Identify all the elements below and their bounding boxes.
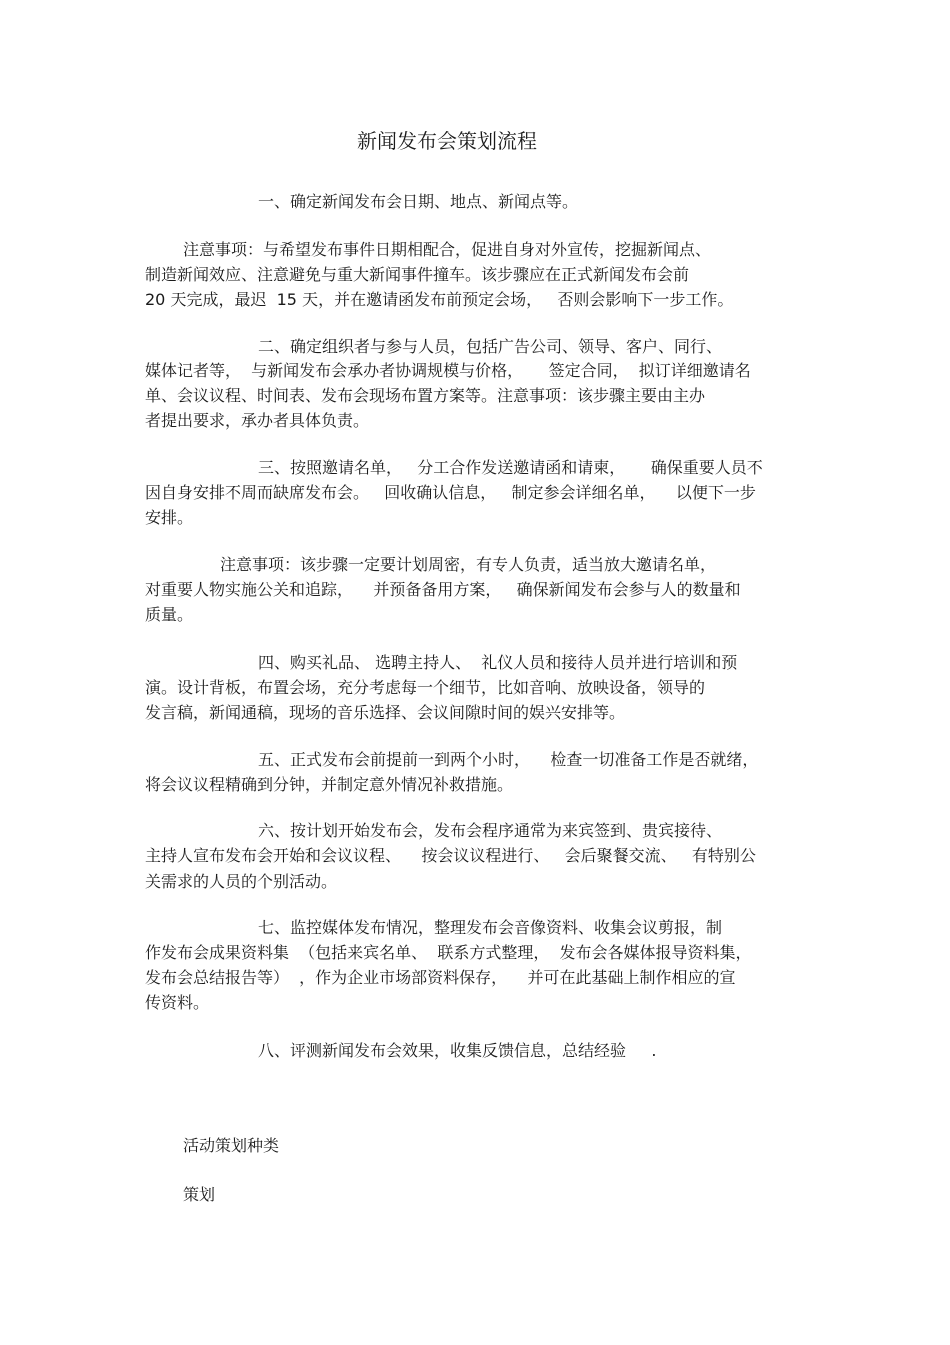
paragraph-line: 制造新闻效应、注意避免与重大新闻事件撞车。该步骤应在正式新闻发布会前 [145,265,690,284]
paragraph-line: 单、会议议程、时间表、发布会现场布置方案等。注意事项：该步骤主要由主办 [145,386,706,405]
section-3-heading: 三、按照邀请名单， 分工合作发送邀请函和请柬， 确保重要人员不 [258,458,763,477]
paragraph-line: 发布会总结报告等） ，作为企业市场部资料保存， 并可在此基础上制作相应的宣 [145,968,736,987]
paragraph-line: 20 天完成，最迟 15 天，并在邀请函发布前预定会场， 否则会影响下一步工作。 [145,290,734,309]
section-5-heading: 五、正式发布会前提前一到两个小时， 检查一切准备工作是否就绪， [258,750,759,769]
paragraph-line: 将会议议程精确到分钟，并制定意外情况补救措施。 [145,775,514,794]
section-7-heading: 七、监控媒体发布情况，整理发布会音像资料、收集会议剪报，制 [258,918,723,937]
section-6-heading: 六、按计划开始发布会，发布会程序通常为来宾签到、贵宾接待、 [258,821,723,840]
note-line: 注意事项：该步骤一定要计划周密，有专人负责，适当放大邀请名单， [220,555,717,574]
paragraph-line: 关需求的人员的个别活动。 [145,872,338,891]
paragraph-line: 主持人宣布发布会开始和会议议程、 按会议议程进行、 会后聚餐交流、 有特别公 [145,846,756,865]
paragraph-line: 安排。 [145,508,194,527]
paragraph-line: 发言稿，新闻通稿，现场的音乐选择、会议间隙时间的娱兴安排等。 [145,703,626,722]
paragraph-line: 质量。 [145,605,194,624]
paragraph-line: 对重要人物实施公关和追踪， 并预备备用方案， 确保新闻发布会参与人的数量和 [145,580,741,599]
section-1-heading: 一、确定新闻发布会日期、地点、新闻点等。 [258,192,579,211]
document-title: 新闻发布会策划流程 [357,129,537,153]
subheading-planning: 策划 [183,1185,216,1204]
paragraph-line: 传资料。 [145,993,210,1012]
paragraph-line: 因自身安排不周而缺席发布会。 回收确认信息， 制定参会详细名单， 以便下一步 [145,483,756,502]
subheading-activity-types: 活动策划种类 [183,1136,280,1155]
paragraph-line: 注意事项：与希望发布事件日期相配合，促进自身对外宣传，挖掘新闻点、 [183,240,712,259]
paragraph-line: 演。设计背板，布置会场，充分考虑每一个细节，比如音响、放映设备，领导的 [145,678,706,697]
paragraph-line: 作发布会成果资料集 （包括来宾名单、 联系方式整理， 发布会各媒体报导资料集， [145,943,752,962]
section-4-heading: 四、购买礼品、 选聘主持人、 礼仪人员和接待人员并进行培训和预 [258,653,738,672]
paragraph-line: 媒体记者等， 与新闻发布会承办者协调规模与价格， 签定合同， 拟订详细邀请名 [145,361,751,380]
section-8-heading: 八、评测新闻发布会效果，收集反馈信息，总结经验 . [258,1041,657,1060]
paragraph-line: 者提出要求，承办者具体负责。 [145,411,370,430]
section-2-heading: 二、确定组织者与参与人员，包括广告公司、领导、客户、同行、 [258,337,723,356]
